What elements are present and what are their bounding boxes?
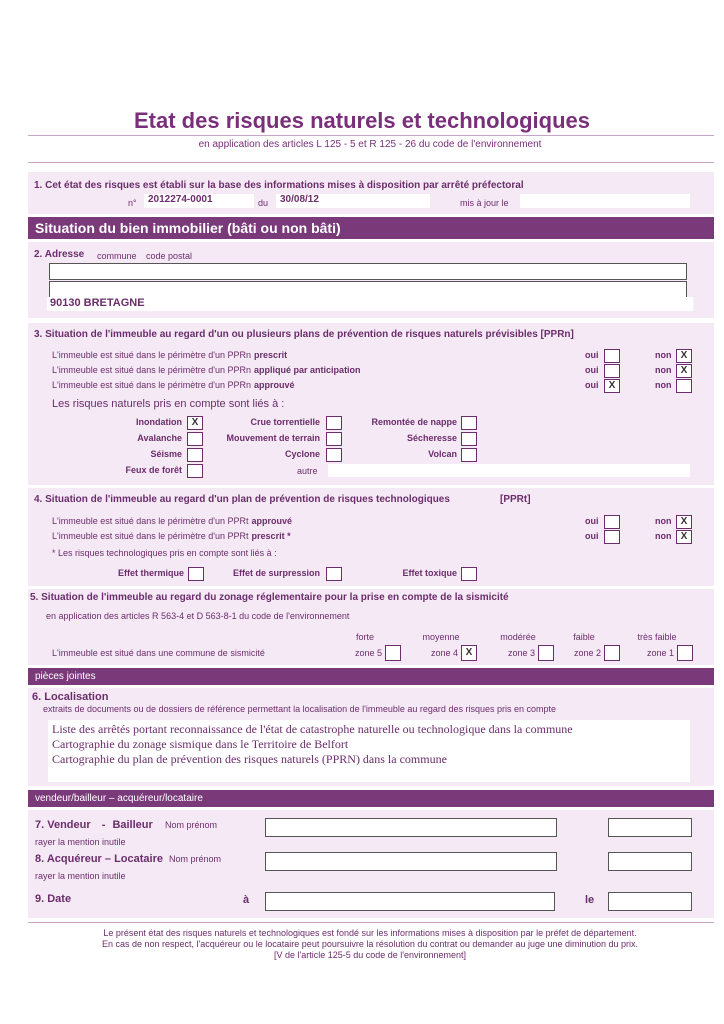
acquereur-rayer-label: rayer la mention inutile	[35, 871, 126, 881]
footer-line2: En cas de non respect, l'acquéreur ou le locataire peut poursuivre la résolution du contrat ou demander au juge une diminution du prix.	[101, 939, 639, 949]
footer-line1: Le présent état des risques naturels et technologiques est fondé sur les informations mises à disposition par le préfet de département.	[103, 928, 637, 938]
situation-bar: Situation du bien immobilier (bâti ou non bâti)	[28, 217, 714, 239]
vendeur-separator: -	[101, 819, 106, 831]
page-title: Etat des risques naturels et technologiques	[134, 108, 590, 133]
vendeur-heading	[35, 819, 153, 831]
section4-heading-tag: [PPRt]	[500, 494, 531, 505]
risk-label: Séisme	[150, 449, 182, 459]
risk-checkbox[interactable]	[461, 448, 477, 462]
acquereur-signature-field[interactable]	[608, 852, 692, 871]
vendeur-signature-field[interactable]	[608, 818, 692, 837]
pprt-note: * Les risques technologiques pris en compte sont liés à :	[52, 548, 277, 558]
zone-label: zone 3	[507, 648, 535, 658]
zone-level-label: très faible	[637, 632, 677, 642]
effect-label: Effet de surpression	[232, 568, 320, 578]
pprn-non-checkbox[interactable]: X	[676, 349, 692, 363]
effect-label: Effet toxique	[402, 568, 457, 578]
bailleur-label: Bailleur	[112, 819, 153, 831]
sismicity-row-text: L'immeuble est situé dans une commune de sismicité	[52, 648, 265, 658]
pprt-row-text	[52, 531, 291, 541]
pprn-row-status: appliqué par anticipation	[254, 365, 361, 375]
non-label: non	[655, 516, 672, 526]
autre-field[interactable]	[328, 464, 690, 477]
pprn-row-text	[52, 365, 361, 375]
oui-label: oui	[585, 531, 599, 541]
address-heading: 2. Adresse	[34, 249, 85, 260]
commune-label: commune	[97, 251, 137, 261]
pprt-row-label: L'immeuble est situé dans le périmètre d'un PPRt	[52, 516, 249, 526]
date-heading: 9. Date	[35, 893, 72, 905]
title-divider	[28, 135, 714, 136]
risk-label: Inondation	[136, 417, 182, 427]
pprt-row-text	[52, 516, 292, 526]
risk-label: Sécheresse	[406, 433, 457, 443]
subtitle-divider	[28, 162, 714, 163]
pprn-row-label: L'immeuble est situé dans le périmètre d'un PPRn	[52, 380, 252, 390]
effect-label: Effet thermique	[117, 568, 184, 578]
vendeur-name-field[interactable]	[265, 818, 557, 837]
vendeur-label: 7. Vendeur	[35, 819, 91, 831]
pieces-jointes-bar: pièces jointes	[28, 668, 714, 685]
vendeur-nom-label: Nom prénom	[165, 820, 218, 830]
risk-label: Volcan	[428, 449, 457, 459]
risk-label: Feux de forêt	[125, 465, 182, 475]
zone-level-label: faible	[573, 632, 595, 642]
section6-subheading: extraits de documents ou de dossiers de référence permettant la localisation de l'immeuble au regard des risques pris en compte	[43, 704, 556, 714]
non-label: non	[655, 350, 672, 360]
arrete-number-field[interactable]: 2012274-0001	[144, 194, 254, 208]
pprn-oui-checkbox[interactable]	[604, 349, 620, 363]
pprn-oui-checkbox[interactable]	[604, 364, 620, 378]
section4-heading: 4. Situation de l'immeuble au regard d'un plan de prévention de risques technologiques	[34, 494, 450, 505]
address-line1-field[interactable]	[49, 263, 687, 280]
pprt-oui-checkbox[interactable]	[604, 515, 620, 529]
vendeur-rayer-label: rayer la mention inutile	[35, 837, 126, 847]
date-field[interactable]	[608, 892, 692, 911]
pprt-row-status: approuvé	[251, 516, 293, 526]
section5-heading: 5. Situation de l'immeuble au regard du zonage réglementaire pour la prise en compte de la sismicité	[30, 592, 509, 603]
risks-intro: Les risques naturels pris en compte sont liés à :	[52, 398, 285, 410]
non-label: non	[655, 531, 672, 541]
pprt-row-label: L'immeuble est situé dans le périmètre d'un PPRt	[52, 531, 249, 541]
acquereur-heading: 8. Acquéreur – Locataire	[35, 853, 163, 865]
oui-label: oui	[585, 365, 599, 375]
arrete-date-label: du	[258, 198, 269, 208]
pprn-row-text	[52, 350, 287, 360]
oui-label: oui	[585, 516, 599, 526]
risk-checkbox[interactable]	[187, 464, 203, 478]
effect-checkbox[interactable]	[461, 567, 477, 581]
page-subtitle: en application des articles L 125 - 5 et R 125 - 26 du code de l'environnement	[198, 139, 542, 150]
non-label: non	[655, 365, 672, 375]
acquereur-name-field[interactable]	[265, 852, 557, 871]
pprn-oui-checkbox[interactable]: X	[604, 379, 620, 393]
zone-level-label: moyenne	[422, 632, 460, 642]
pprn-non-checkbox[interactable]	[676, 379, 692, 393]
risk-label: Crue torrentielle	[250, 417, 320, 427]
pprn-row-label: L'immeuble est situé dans le périmètre d'un PPRn	[52, 365, 252, 375]
maj-field[interactable]	[520, 194, 690, 208]
place-label: à	[243, 894, 250, 906]
autre-label: autre	[297, 466, 318, 476]
document-item: Cartographie du plan de prévention des risques naturels (PPRN) dans la commune	[52, 752, 447, 766]
section1-heading: 1. Cet état des risques est établi sur la base des informations mises à disposition par arrêté préfectoral	[34, 180, 524, 191]
pprn-row-label: L'immeuble est situé dans le périmètre d'un PPRn	[52, 350, 252, 360]
footer-divider	[28, 922, 714, 923]
section3-heading: 3. Situation de l'immeuble au regard d'un ou plusieurs plans de prévention de risques naturels prévisibles [PPRn]	[34, 329, 574, 340]
acquereur-nom-label: Nom prénom	[169, 854, 222, 864]
address-city-field[interactable]: 90130 BRETAGNE	[47, 297, 693, 311]
risk-checkbox[interactable]	[461, 432, 477, 446]
document-item: Liste des arrêtés portant reconnaissance de l'état de catastrophe naturelle ou technologique dans la commune	[52, 722, 573, 736]
risk-checkbox[interactable]: X	[187, 416, 203, 430]
zone-level-label: modérée	[500, 632, 536, 642]
section5-subheading: en application des articles R 563-4 et D 563-8-1 du code de l'environnement	[46, 611, 350, 621]
pprn-row-status: prescrit	[254, 350, 288, 360]
risk-label: Cyclone	[284, 449, 320, 459]
zone-checkbox[interactable]	[385, 645, 401, 661]
maj-label: mis à jour le	[460, 198, 509, 208]
section6-heading: 6. Localisation	[32, 691, 109, 703]
arrete-date-field[interactable]: 30/08/12	[276, 194, 430, 208]
pprn-row-text	[52, 380, 295, 390]
date-label: le	[585, 894, 595, 906]
footer-line3: [V de l'article 125-5 du code de l'environnement]	[273, 950, 467, 960]
pprn-non-checkbox[interactable]: X	[676, 364, 692, 378]
zone-checkbox[interactable]: X	[461, 645, 477, 661]
pprt-non-checkbox[interactable]: X	[676, 530, 692, 544]
pprn-row-status: approuvé	[254, 380, 295, 390]
address-line2-field[interactable]	[49, 281, 687, 298]
zone-label: zone 1	[646, 648, 674, 658]
oui-label: oui	[585, 380, 599, 390]
risk-label: Remontée de nappe	[371, 417, 457, 427]
pprt-non-checkbox[interactable]: X	[676, 515, 692, 529]
pprt-oui-checkbox[interactable]	[604, 530, 620, 544]
non-label: non	[655, 380, 672, 390]
pprt-row-status: prescrit *	[251, 531, 291, 541]
zone-label: zone 5	[354, 648, 382, 658]
zone-label: zone 4	[430, 648, 458, 658]
oui-label: oui	[585, 350, 599, 360]
place-field[interactable]	[265, 892, 555, 911]
vendeur-bar: vendeur/bailleur – acquéreur/locataire	[28, 790, 714, 807]
arrete-number-label: n°	[128, 198, 137, 208]
risk-label: Mouvement de terrain	[226, 433, 320, 443]
risk-checkbox[interactable]	[461, 416, 477, 430]
zone-checkbox[interactable]	[677, 645, 693, 661]
risk-label: Avalanche	[137, 433, 182, 443]
document-item: Cartographie du zonage sismique dans le Territoire de Belfort	[52, 737, 349, 751]
zone-level-label: forte	[355, 632, 374, 642]
zone-label: zone 2	[573, 648, 601, 658]
postal-code-label: code postal	[146, 251, 193, 261]
